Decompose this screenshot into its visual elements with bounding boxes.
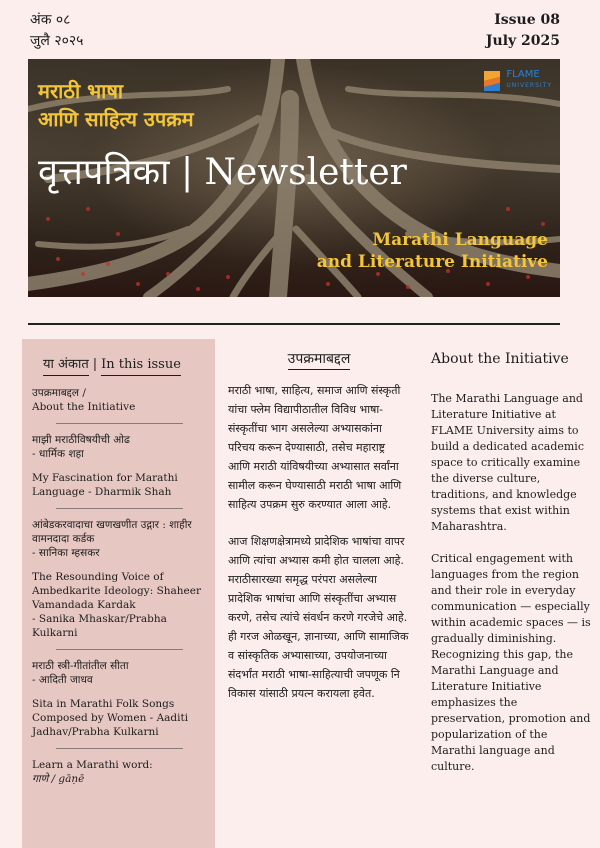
toc-item-title-english: About the Initiative xyxy=(32,401,136,413)
toc-item-title-english: The Resounding Voice of Ambedkarite Ideology: Shaheer Vamandada Kardak xyxy=(32,571,202,611)
toc-divider xyxy=(56,748,183,749)
issue-label-marathi: अंक ०८ xyxy=(30,12,71,28)
about-paragraph-english-1: The Marathi Language and Literature Initiative at FLAME University aims to build a dedicated academic space to critically examine the diverse culture, traditions, and knowledge systems that exist within Maharashtra. xyxy=(431,392,584,533)
toc-divider xyxy=(56,508,183,509)
toc-item-title-marathi: आंबेडकरवादाचा खणखणीत उद्गार : शाहीर वामनदादा कर्डक xyxy=(32,519,192,545)
banner-subtitle-line2: आणि साहित्य उपक्रम xyxy=(38,107,194,131)
toc-item-title-marathi: माझी मराठीविषयीची ओढ xyxy=(32,434,130,446)
flame-university-logo xyxy=(482,69,552,93)
toc-item-title-english: Learn a Marathi word: xyxy=(32,759,153,771)
toc-item-ambedkarite[interactable] xyxy=(32,518,207,640)
toc-heading xyxy=(43,356,181,374)
toc-divider xyxy=(56,423,183,424)
issue-number-marathi xyxy=(30,10,83,52)
toc-item-word[interactable] xyxy=(32,758,207,786)
about-paragraph-marathi-2: आज शिक्षणक्षेत्रामध्ये प्रादेशिक भाषांचा वापर आणि त्यांचा अभ्यास कमी होत चालला आहे. मराठीसारख्या समृद्ध परंपरा असलेल्या प्रादेशिक भाषांचा आणि संस्कृतींचा अभ्यास करणे, तसेच त्यांचे संवर्धन करणे गरजेचे आहे. ही गरज ओळखून, ज्ञानाच्या, आणि सामाजिक व सांस्कृतिक अभ्यासाच्या, उपयोजनाच्या संदर्भांत मराठी भाषा-साहित्याची जपणूक नि विकास यांसाठी प्रयत्न करायला हवेत. xyxy=(228,535,409,700)
toc-item-fascination[interactable] xyxy=(32,433,207,499)
toc-heading-separator: | xyxy=(92,357,98,372)
toc-item-author-marathi: - आदिती जाधव xyxy=(32,674,93,686)
toc-item-title-english: Sita in Marathi Folk Songs Composed by Women - Aaditi Jadhav/Prabha Kulkarni xyxy=(32,698,189,738)
newsletter-title: वृत्तपत्रिका | Newsletter xyxy=(38,152,407,193)
toc-item-author-marathi: - धार्मिक शहा xyxy=(32,448,84,460)
logo-name: FLAME xyxy=(506,69,540,80)
banner-tagline-line2: and Literature Initiative xyxy=(316,252,548,272)
header-divider xyxy=(28,323,560,325)
about-column-english xyxy=(431,349,591,791)
toc-heading-english: In this issue xyxy=(101,357,181,376)
toc-item-title-english: My Fascination for Marathi Language - Dharmik Shah xyxy=(32,472,178,498)
toc-item-title-marathi: मराठी स्त्री-गीतांतील सीता xyxy=(32,660,129,672)
toc-list xyxy=(32,386,207,786)
flame-logo-icon xyxy=(482,69,502,93)
toc-item-title-marathi: उपक्रमाबद्दल / xyxy=(32,387,86,399)
table-of-contents-sidebar xyxy=(22,339,215,848)
banner-tagline-line1: Marathi Language xyxy=(372,230,548,250)
about-paragraph-marathi-1: मराठी भाषा, साहित्य, समाज आणि संस्कृती यांचा फ्लेम विद्यापीठातील विविध भाषा-संस्कृतींचा भाग असलेल्या अभ्यासकांना परिचय करून देण्यासाठी, तसेच महाराष्ट्र आणि मराठी यांविषयीच्या अभ्यासात सर्वांना सामील करून घेण्यासाठी मराठी भाषा आणि साहित्य उपक्रम सुरु करण्यात आला आहे. xyxy=(228,384,402,511)
toc-item-author-english: - Sanika Mhaskar/Prabha Kulkarni xyxy=(32,613,167,639)
toc-item-author-marathi: - सानिका म्हसकर xyxy=(32,547,100,559)
about-heading-english: About the Initiative xyxy=(431,351,569,367)
issue-label-english: Issue 08 xyxy=(494,12,560,28)
toc-item-marathi-word: गाणे / gāṇē xyxy=(32,773,85,785)
issue-date-marathi: जुलै २०२५ xyxy=(30,33,84,49)
about-paragraph-english-2: Critical engagement with languages from the region and their role in everyday communication — especially within academic spaces — is gradually diminishing. Recognizing this gap, the Marathi Language and Literature Initiative emphasizes the preservation, promotion and popularization of the Marathi language and culture. xyxy=(431,552,591,773)
banner-subtitle-line1: मराठी भाषा xyxy=(38,79,124,103)
toc-item-sita[interactable] xyxy=(32,659,207,739)
masthead-banner xyxy=(28,59,560,297)
toc-item-about[interactable] xyxy=(32,386,207,414)
logo-subtitle: UNIVERSITY xyxy=(506,82,552,89)
about-heading-marathi xyxy=(228,349,410,369)
toc-divider xyxy=(56,649,183,650)
toc-heading-marathi: या अंकात xyxy=(43,357,89,376)
about-column-marathi xyxy=(228,349,410,721)
issue-number-english xyxy=(486,10,560,52)
issue-date-english: July 2025 xyxy=(485,33,560,49)
about-heading-marathi-text: उपक्रमाबद्दल xyxy=(288,351,351,370)
